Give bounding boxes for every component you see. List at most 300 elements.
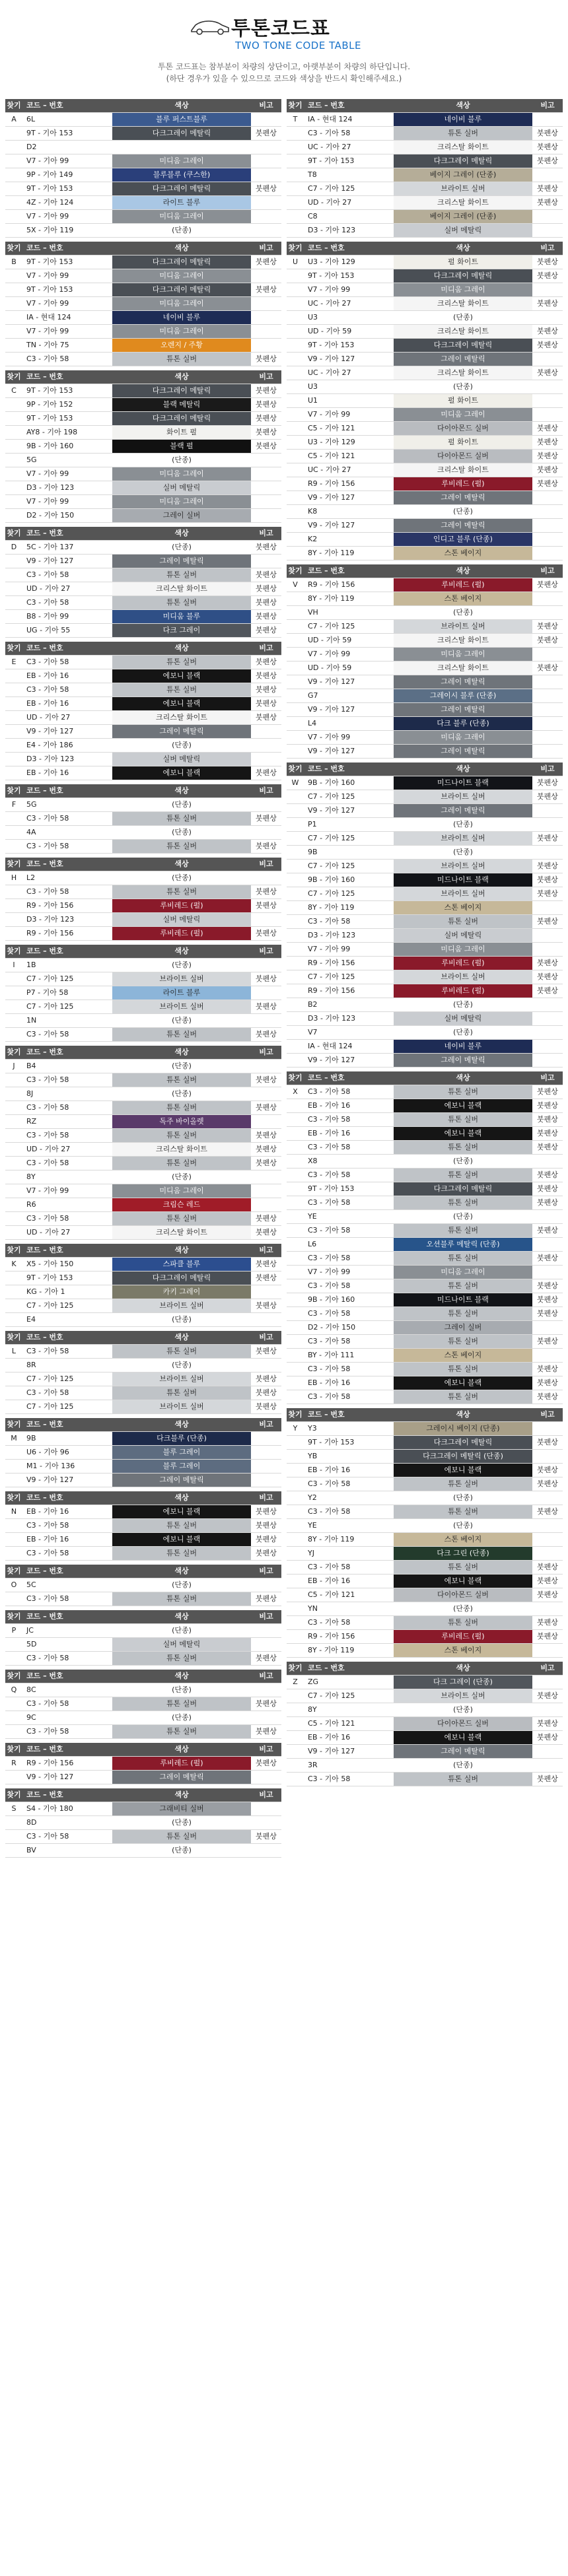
table-row <box>5 1711 281 1725</box>
code-cell: YE <box>308 1521 317 1530</box>
group-label <box>287 1575 304 1588</box>
note-cell <box>532 547 563 560</box>
code-cell: U3 - 기아 129 <box>308 257 355 266</box>
header-note: 비고 <box>259 101 273 110</box>
table-row <box>287 547 563 560</box>
color-swatch: 튜톤 실버 <box>112 1830 251 1843</box>
code-cell: X8 <box>308 1157 318 1165</box>
note-cell: 붓펜상 <box>537 1254 558 1262</box>
group-label <box>5 840 22 853</box>
code-cell: Y3 <box>308 1424 317 1433</box>
note-cell: 붓펜상 <box>537 1115 558 1124</box>
code-cell: 8Y <box>308 1705 317 1714</box>
table-row <box>5 1844 281 1858</box>
group-label <box>287 1505 304 1518</box>
header-note: 비고 <box>259 1246 273 1254</box>
table-row <box>5 1014 281 1028</box>
table-row <box>5 697 281 711</box>
code-cell: EB - 기아 16 <box>26 1535 69 1543</box>
table-row <box>287 776 563 790</box>
color-swatch: 튜톤 실버 <box>112 1725 251 1738</box>
group-label <box>5 697 22 710</box>
group-label <box>5 426 22 439</box>
code-cell: U3 <box>308 313 318 322</box>
code-cell: 8Y - 기아 119 <box>308 549 355 557</box>
note-cell: 붓펜상 <box>537 299 558 308</box>
group-label <box>287 1113 304 1126</box>
group-label: N <box>11 1507 17 1516</box>
group-label <box>5 610 22 623</box>
color-swatch: 미디움 그레이 <box>112 325 251 338</box>
group-label <box>5 986 22 1000</box>
table-row <box>5 1313 281 1327</box>
code-cell: 9B - 기아 160 <box>308 778 355 787</box>
note-cell: 붓펜상 <box>256 1521 277 1530</box>
table-row <box>287 790 563 804</box>
table-row <box>287 1363 563 1376</box>
group-label <box>287 943 304 956</box>
code-cell: JC <box>26 1626 34 1635</box>
note-cell: 붓펜상 <box>256 355 277 363</box>
group-label <box>5 1460 22 1473</box>
note-cell: 붓펜상 <box>256 1549 277 1557</box>
code-cell: R9 - 기아 156 <box>308 986 355 995</box>
group-label <box>287 1491 304 1505</box>
table-row <box>287 648 563 661</box>
group-label <box>287 804 304 817</box>
table-row <box>287 970 563 984</box>
table-row <box>287 1210 563 1224</box>
header-note: 비고 <box>259 1790 273 1799</box>
table-row <box>5 1592 281 1606</box>
code-cell: U3 <box>308 382 318 391</box>
color-swatch: 크리스탈 화이트 <box>394 196 532 209</box>
code-cell: C7 - 기아 125 <box>26 974 74 983</box>
group-label <box>287 311 304 324</box>
table-row <box>5 798 281 812</box>
note-cell: 붓펜상 <box>256 1727 277 1736</box>
table-row <box>287 943 563 957</box>
table-row <box>287 339 563 353</box>
note-cell: 붓펜상 <box>256 671 277 680</box>
color-swatch: 미드나이트 블랙 <box>394 1293 532 1306</box>
table-row <box>287 1731 563 1745</box>
note-cell: 붓펜상 <box>537 1101 558 1110</box>
color-swatch: 브라이트 실버 <box>394 790 532 803</box>
code-cell: U6 - 기아 96 <box>26 1448 69 1456</box>
note-cell <box>251 1578 281 1592</box>
note-cell <box>532 745 563 758</box>
header-code: 코드 – 번호 <box>26 529 63 537</box>
table-row <box>287 1349 563 1363</box>
color-swatch: 그레이 메탈릭 <box>394 1054 532 1067</box>
code-cell: 4Z - 기아 124 <box>26 198 74 207</box>
header-code: 코드 – 번호 <box>308 1073 345 1082</box>
group-label <box>287 366 304 380</box>
color-swatch: (단종) <box>112 1359 251 1372</box>
table-row <box>5 154 281 168</box>
table-row <box>5 1505 281 1519</box>
code-cell: 9T - 기아 153 <box>308 271 355 280</box>
code-cell: V9 - 기아 127 <box>308 747 355 755</box>
note-cell: 붓펜상 <box>256 400 277 409</box>
group-label: R <box>11 1759 17 1767</box>
header-note: 비고 <box>259 1420 273 1429</box>
code-cell: C3 - 기아 58 <box>26 355 69 363</box>
note-cell <box>532 1703 563 1716</box>
note-cell: 붓펜상 <box>256 658 277 666</box>
group-label: S <box>11 1804 17 1813</box>
code-cell: UD - 기아 59 <box>308 663 352 672</box>
color-swatch: 브라이트 실버 <box>112 1373 251 1386</box>
note-cell <box>251 1802 281 1815</box>
table-header-row <box>5 784 281 798</box>
header-group: 찾기 <box>7 1672 21 1680</box>
table-row <box>5 1073 281 1087</box>
color-swatch: (단종) <box>394 1519 532 1532</box>
note-cell: 붓펜상 <box>537 1198 558 1207</box>
note-cell <box>532 689 563 702</box>
color-swatch: 크리스탈 화이트 <box>112 711 251 724</box>
table-row <box>5 1697 281 1711</box>
group-label <box>5 269 22 283</box>
color-swatch: 브라이트 실버 <box>394 970 532 984</box>
group-label: K <box>11 1260 17 1268</box>
group-label <box>5 1638 22 1651</box>
group-label <box>287 408 304 421</box>
code-cell: 9B - 기아 160 <box>26 442 74 450</box>
group-label <box>287 547 304 560</box>
group-label <box>287 1279 304 1293</box>
code-cell: S4 - 기아 180 <box>26 1804 73 1813</box>
header-color: 색상 <box>174 786 189 795</box>
color-swatch: 다이아몬드 실버 <box>394 1588 532 1602</box>
header-group: 찾기 <box>7 372 21 381</box>
header-code: 코드 – 번호 <box>26 1790 63 1799</box>
table-row <box>5 1830 281 1844</box>
note-cell <box>251 826 281 839</box>
code-cell: 5G <box>26 800 37 809</box>
header-code: 코드 – 번호 <box>26 860 63 868</box>
note-cell <box>532 168 563 182</box>
note-cell: 붓펜상 <box>256 1228 277 1237</box>
color-swatch: (단종) <box>394 818 532 831</box>
table-row <box>5 913 281 927</box>
note-cell: 붓펜상 <box>256 1273 277 1282</box>
note-cell: 붓펜상 <box>537 1392 558 1401</box>
table-header-row <box>5 1244 281 1258</box>
table-row <box>287 311 563 325</box>
color-swatch: (단종) <box>394 846 532 859</box>
group-label <box>5 339 22 352</box>
code-cell: 9T - 기아 153 <box>26 257 73 266</box>
color-swatch: 네이비 블루 <box>394 113 532 126</box>
color-swatch: 펄 화이트 <box>394 394 532 407</box>
note-cell: 붓펜상 <box>537 862 558 870</box>
color-swatch: (단종) <box>394 380 532 393</box>
group-label <box>5 1400 22 1413</box>
color-swatch: 그레이 메탈릭 <box>112 1474 251 1487</box>
table-row <box>287 1436 563 1450</box>
page-subtitle: TWO TONE CODE TABLE <box>235 40 361 51</box>
note-cell <box>251 1060 281 1073</box>
group-label <box>5 398 22 411</box>
color-swatch: (단종) <box>112 1844 251 1857</box>
table-row <box>287 745 563 759</box>
code-cell: D3 - 기아 123 <box>26 755 75 763</box>
table-row <box>5 1400 281 1414</box>
note-cell: 붓펜상 <box>256 1030 277 1038</box>
code-cell: 8C <box>26 1685 36 1694</box>
header-color: 색상 <box>174 372 189 381</box>
group-label <box>5 1212 22 1225</box>
group-label <box>287 1717 304 1730</box>
color-swatch: 크리스탈 화이트 <box>394 366 532 380</box>
note-cell: 붓펜상 <box>256 699 277 708</box>
code-cell: 9T - 기아 153 <box>308 341 355 349</box>
group-label <box>5 1547 22 1560</box>
code-cell: V7 - 기아 99 <box>26 212 69 220</box>
note-cell <box>532 380 563 393</box>
table-row <box>5 1386 281 1400</box>
group-label: O <box>11 1580 17 1589</box>
note-cell <box>251 1474 281 1487</box>
group-label <box>287 860 304 873</box>
table-row <box>5 1143 281 1157</box>
group-label <box>5 283 22 296</box>
group-label <box>287 1224 304 1237</box>
color-swatch: 미디움 그레이 <box>112 1184 251 1198</box>
note-cell: 붓펜상 <box>537 1466 558 1474</box>
color-swatch: 튜톤 실버 <box>112 656 251 669</box>
color-swatch: 다크그레이 메탈릭 <box>394 1182 532 1196</box>
group-label <box>287 491 304 504</box>
color-swatch: 다크그레이 메탈릭 <box>394 269 532 283</box>
code-cell: R9 - 기아 156 <box>26 1759 74 1767</box>
group-label <box>287 1602 304 1615</box>
color-swatch: 크리스탈 화이트 <box>112 582 251 595</box>
color-swatch: 튜톤 실버 <box>394 1773 532 1786</box>
table-row <box>287 283 563 297</box>
note-cell <box>532 491 563 504</box>
color-swatch: (단종) <box>394 1210 532 1223</box>
table-row <box>5 325 281 339</box>
note-cell: 붓펜상 <box>256 543 277 551</box>
group-label <box>287 1731 304 1744</box>
note-cell <box>532 1602 563 1615</box>
color-swatch: 실버 메탈릭 <box>394 224 532 237</box>
table-row <box>287 1266 563 1279</box>
table-header-row <box>5 1788 281 1802</box>
car-icon <box>189 17 231 36</box>
header-group: 찾기 <box>288 566 302 575</box>
color-swatch: 미디움 그레이 <box>394 408 532 421</box>
header-color: 색상 <box>174 1612 189 1621</box>
header-note: 비고 <box>540 101 555 110</box>
code-cell: 6L <box>26 115 36 123</box>
note-cell <box>532 283 563 296</box>
note-cell: 붓펜상 <box>256 1832 277 1841</box>
group-label <box>5 739 22 752</box>
group-label <box>5 711 22 724</box>
table-row <box>287 1703 563 1717</box>
header-code: 코드 – 번호 <box>26 1612 63 1621</box>
note-cell <box>532 1533 563 1546</box>
group-label <box>287 846 304 859</box>
group-label <box>287 998 304 1011</box>
color-swatch: 그레이 메탈릭 <box>394 675 532 689</box>
group-label: E <box>11 658 17 666</box>
color-swatch: 블루블루 (쿠스한) <box>112 168 251 182</box>
color-swatch: 미디움 그레이 <box>112 210 251 223</box>
table-row <box>287 519 563 533</box>
group-label <box>287 1630 304 1643</box>
note-cell: 붓펜상 <box>256 442 277 450</box>
table-header-row <box>5 642 281 656</box>
color-swatch: 그레이 메탈릭 <box>394 1745 532 1758</box>
header-color: 색상 <box>174 644 189 652</box>
color-swatch: 에보니 블랙 <box>394 1127 532 1140</box>
color-swatch: 브라이트 실버 <box>394 620 532 633</box>
group-label <box>5 555 22 568</box>
note-cell <box>532 1321 563 1334</box>
group-label <box>5 725 22 738</box>
code-cell: G7 <box>308 691 318 700</box>
group-label <box>287 380 304 393</box>
code-cell: P7 - 기아 58 <box>26 988 69 997</box>
color-swatch: 미드나이트 블랙 <box>394 873 532 887</box>
group-label: Q <box>11 1685 17 1694</box>
code-cell: C3 - 기아 58 <box>308 1254 351 1262</box>
group-label: W <box>291 778 299 787</box>
color-swatch: (단종) <box>394 1602 532 1615</box>
table-row <box>5 555 281 568</box>
note-cell <box>251 481 281 494</box>
code-cell: D2 <box>26 143 37 151</box>
group-label <box>5 683 22 696</box>
note-cell: 붓펜상 <box>537 972 558 981</box>
group-label <box>5 766 22 780</box>
table-header-row <box>5 1491 281 1505</box>
code-cell: V7 - 기아 99 <box>26 497 69 506</box>
note-cell <box>532 818 563 831</box>
color-swatch: 에보니 블랙 <box>112 697 251 710</box>
code-cell: C3 - 기아 58 <box>308 1563 351 1571</box>
color-swatch: (단종) <box>112 1014 251 1027</box>
note-cell <box>532 717 563 730</box>
group-label <box>287 661 304 675</box>
group-label <box>5 1844 22 1857</box>
color-swatch: 다크그레이 메탈릭 <box>112 283 251 296</box>
code-cell: EB - 기아 16 <box>26 671 69 680</box>
code-cell: 9T - 기아 153 <box>308 1184 355 1193</box>
table-row <box>287 1238 563 1252</box>
code-cell: C3 - 기아 58 <box>26 1654 69 1662</box>
color-swatch: 튜톤 실버 <box>112 1157 251 1170</box>
color-swatch: 미디움 그레이 <box>394 731 532 744</box>
code-cell: C5 - 기아 121 <box>308 424 355 432</box>
table-header-row <box>5 370 281 384</box>
code-cell: C3 - 기아 58 <box>308 1170 351 1179</box>
table-row <box>5 1802 281 1816</box>
table-row <box>5 412 281 426</box>
color-swatch: 카키 그레이 <box>112 1285 251 1299</box>
table-row <box>287 1717 563 1731</box>
group-label <box>287 1616 304 1629</box>
note-cell <box>532 943 563 956</box>
table-row <box>5 1087 281 1101</box>
table-row <box>287 477 563 491</box>
code-cell: T8 <box>308 170 317 179</box>
code-cell: C3 - 기아 58 <box>26 842 69 850</box>
group-label <box>5 1101 22 1114</box>
note-cell <box>532 1759 563 1772</box>
note-cell: 붓펜상 <box>537 1129 558 1137</box>
group-label <box>287 463 304 477</box>
group-label <box>287 1141 304 1154</box>
table-row <box>287 1182 563 1196</box>
group-label <box>287 703 304 716</box>
note-cell: 붓펜상 <box>256 428 277 436</box>
group-label <box>5 899 22 912</box>
color-swatch: 미디움 그레이 <box>112 297 251 310</box>
code-cell: V9 - 기아 127 <box>308 1747 355 1755</box>
table-row <box>287 463 563 477</box>
code-cell: C3 - 기아 58 <box>26 1699 69 1708</box>
code-cell: EB - 기아 16 <box>308 1576 351 1585</box>
table-row <box>5 766 281 780</box>
note-cell: 붓펜상 <box>537 986 558 995</box>
color-swatch: (단종) <box>112 1683 251 1697</box>
table-row <box>287 731 563 745</box>
group-label <box>287 1210 304 1223</box>
table-header-row <box>287 564 563 578</box>
table-row <box>287 1422 563 1436</box>
group-label <box>287 1759 304 1772</box>
code-cell: V7 - 기아 99 <box>26 299 69 308</box>
table-header-row <box>5 1331 281 1345</box>
header-color: 색상 <box>456 244 470 252</box>
note-cell: 붓펜상 <box>256 1388 277 1397</box>
color-swatch: 화이트 펄 <box>112 426 251 439</box>
header-color: 색상 <box>174 1790 189 1799</box>
note-cell <box>532 1491 563 1505</box>
note-cell <box>532 1422 563 1435</box>
table-row <box>5 1212 281 1226</box>
table-row <box>287 1533 563 1547</box>
group-label <box>287 477 304 491</box>
color-swatch: 미디움 그레이 <box>112 467 251 481</box>
note-cell: 붓펜상 <box>537 778 558 787</box>
color-swatch: 루비레드 (펄) <box>112 1757 251 1770</box>
table-row <box>287 998 563 1012</box>
header-note: 비고 <box>540 1664 555 1672</box>
color-swatch: 다이아몬드 실버 <box>394 422 532 435</box>
code-cell: 8D <box>26 1818 37 1827</box>
code-cell: 8Y - 기아 119 <box>308 903 355 912</box>
group-label <box>287 1182 304 1196</box>
color-swatch: 크림슨 레드 <box>112 1198 251 1211</box>
table-header-row <box>287 99 563 113</box>
header-note: 비고 <box>259 1048 273 1056</box>
header-note: 비고 <box>259 1567 273 1575</box>
note-cell: 붓펜상 <box>537 452 558 460</box>
code-cell: 8Y - 기아 119 <box>308 1646 355 1654</box>
note-cell <box>251 1683 281 1697</box>
code-cell: EB - 기아 16 <box>308 1101 351 1110</box>
note-cell: 붓펜상 <box>537 792 558 801</box>
table-row <box>5 568 281 582</box>
